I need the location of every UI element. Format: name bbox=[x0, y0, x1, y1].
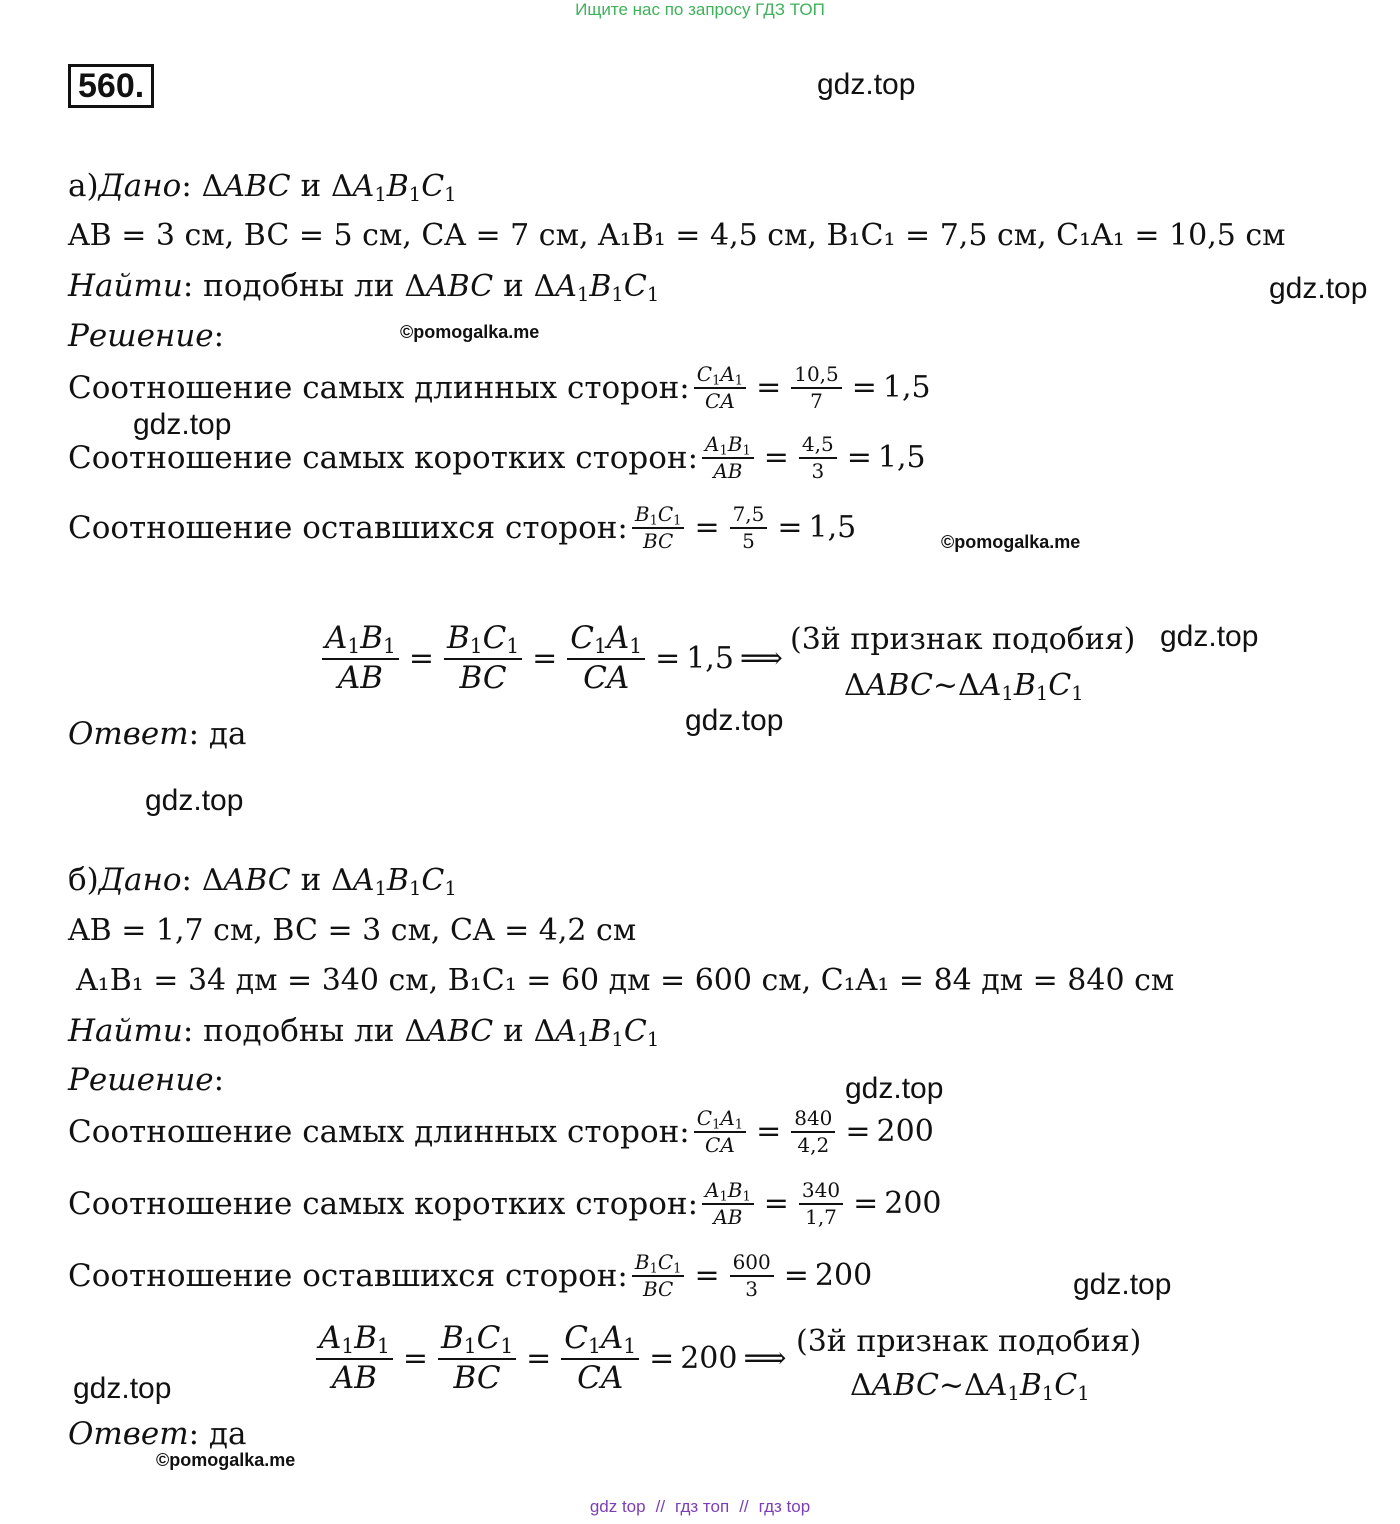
watermark: gdz.top bbox=[817, 68, 916, 101]
part-a-long-ratio: Соотношение самых длинных сторон: $\frac{C_1A_1}{CA}$ = $\frac{10,5}{7}$ = 1,5 bbox=[68, 362, 931, 413]
copyright-mark: ©pomogalka.me bbox=[941, 532, 1081, 552]
part-a-similarity: $\Delta ABC\sim\Delta A_1B_1C_1$ bbox=[844, 668, 1084, 705]
watermark: gdz.top bbox=[845, 1072, 944, 1105]
part-a-sides: AB = 3 см, BC = 5 см, CA = 7 см, A₁B₁ = 4,5 см, B₁C₁ = 7,5 см, C₁A₁ = 10,5 см bbox=[68, 218, 1286, 253]
part-a-criterion: (3й признак подобия) bbox=[790, 622, 1136, 657]
part-a-answer: Ответ: да bbox=[68, 716, 247, 752]
part-b-given: б)Дано: ΔABC и $\Delta A_1B_1C_1$ bbox=[68, 862, 457, 900]
problem-number: 560. bbox=[68, 64, 154, 108]
part-b-criterion: (3й признак подобия) bbox=[796, 1324, 1142, 1359]
footer-link[interactable]: gdz top bbox=[589, 1497, 646, 1516]
copyright-mark: ©pomogalka.me bbox=[156, 1450, 296, 1470]
part-b-short-ratio: Соотношение самых коротких сторон: $\frac{A_1B_1}{AB}$ = $\frac{340}{1,7}$ = 200 bbox=[68, 1178, 942, 1229]
watermark: gdz.top bbox=[73, 1372, 172, 1405]
watermark: gdz.top bbox=[1269, 272, 1368, 305]
watermark: gdz.top bbox=[1160, 620, 1259, 653]
footer-link[interactable]: гдз топ bbox=[675, 1497, 730, 1516]
copyright-mark: ©pomogalka.me bbox=[400, 322, 540, 342]
part-b-solution-heading: Решение: bbox=[68, 1062, 225, 1098]
watermark: gdz.top bbox=[1073, 1268, 1172, 1301]
part-a-solution-heading: Решение: bbox=[68, 318, 225, 354]
watermark: gdz.top bbox=[133, 408, 232, 441]
part-b-sides-2: A₁B₁ = 34 дм = 340 см, B₁C₁ = 60 дм = 600 см, C₁A₁ = 84 дм = 840 см bbox=[76, 963, 1175, 998]
bottom-links bbox=[0, 1497, 1400, 1517]
part-a-given: а)Дано: ΔABC и $\Delta A_1B_1C_1$ bbox=[68, 168, 457, 206]
footer-link[interactable]: гдз top bbox=[758, 1497, 811, 1516]
part-b-long-ratio: Соотношение самых длинных сторон: $\frac{C_1A_1}{CA}$ = $\frac{840}{4,2}$ = 200 bbox=[68, 1106, 934, 1157]
watermark: gdz.top bbox=[685, 704, 784, 737]
part-a-short-ratio: Соотношение самых коротких сторон: $\frac{A_1B_1}{AB}$ = $\frac{4,5}{3}$ = 1,5 bbox=[68, 432, 926, 483]
watermark: gdz.top bbox=[145, 784, 244, 817]
part-b-answer: Ответ: да bbox=[68, 1416, 247, 1452]
footer-separator: // bbox=[739, 1497, 749, 1516]
part-a-rest-ratio: Соотношение оставшихся сторон: $\frac{B_1C_1}{BC}$ = $\frac{7,5}{5}$ = 1,5 bbox=[68, 502, 857, 553]
part-b-similarity: $\Delta ABC\sim\Delta A_1B_1C_1$ bbox=[850, 1368, 1090, 1405]
part-a-final-equation: $\frac{A_1B_1}{AB}$ = $\frac{B_1C_1}{BC}$ = $\frac{C_1A_1}{CA}$ = 1,5 ⟹ bbox=[318, 620, 789, 696]
part-b-find: Найти: подобны ли ΔABC и $\Delta A_1B_1C_1$ bbox=[68, 1013, 660, 1051]
top-banner[interactable]: Ищите нас по запросу ГДЗ ТОП bbox=[575, 0, 825, 19]
part-b-sides-1: AB = 1,7 см, BC = 3 см, CA = 4,2 см bbox=[68, 913, 637, 948]
part-b-rest-ratio: Соотношение оставшихся сторон: $\frac{B_1C_1}{BC}$ = $\frac{600}{3}$ = 200 bbox=[68, 1250, 873, 1301]
part-a-find: Найти: подобны ли ΔABC и $\Delta A_1B_1C_1$ bbox=[68, 268, 660, 306]
part-b-final-equation: $\frac{A_1B_1}{AB}$ = $\frac{B_1C_1}{BC}$ = $\frac{C_1A_1}{CA}$ = 200 ⟹ bbox=[312, 1320, 792, 1396]
footer-separator: // bbox=[655, 1497, 666, 1516]
